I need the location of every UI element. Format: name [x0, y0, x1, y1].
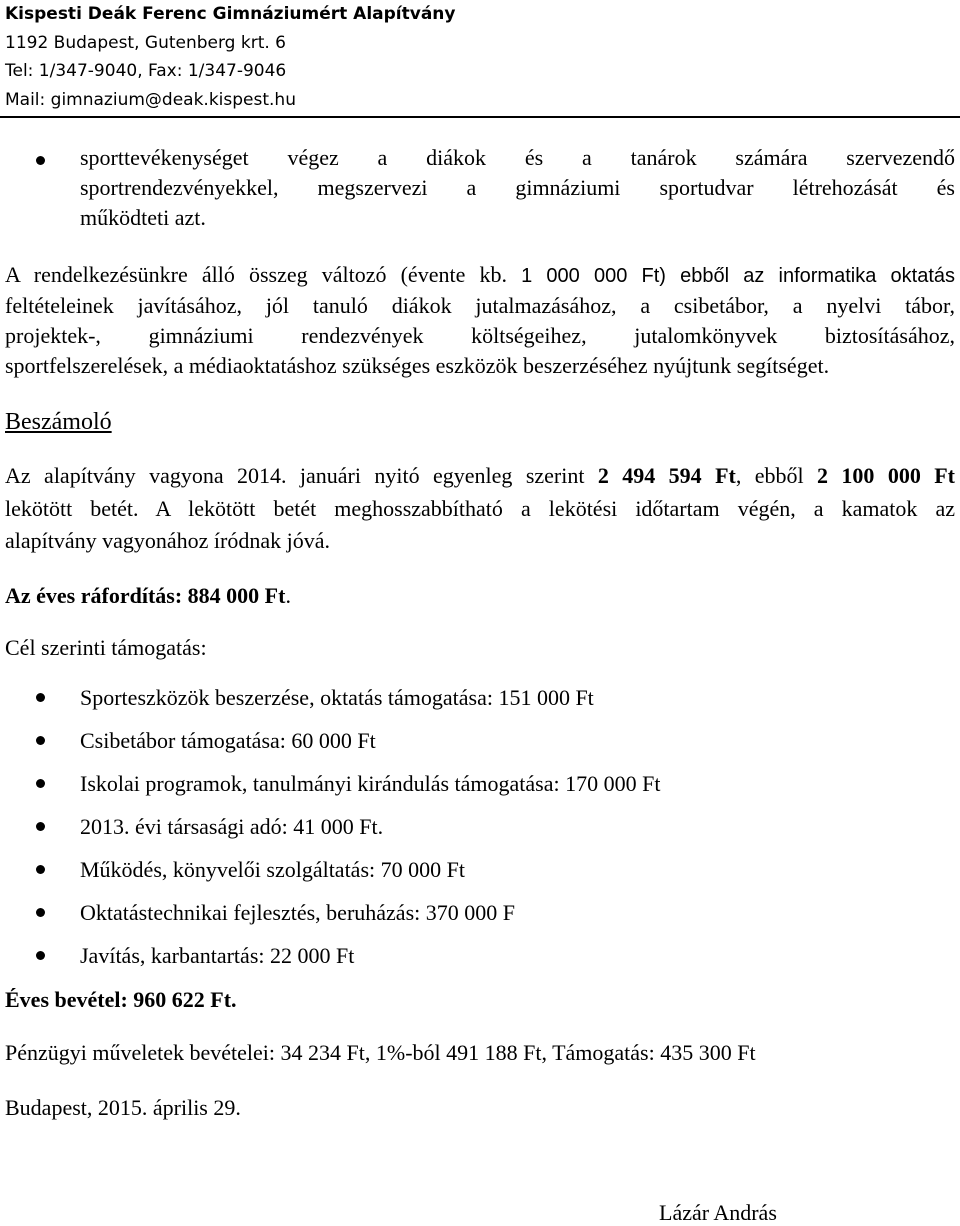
- funds-paragraph: [5, 260, 955, 381]
- assets-text: Az alapítvány vagyona 2014. januári nyitó egyenleg szerint: [5, 463, 598, 488]
- list-item-text: Javítás, karbantartás: 22 000 Ft: [80, 943, 355, 968]
- list-item: [0, 762, 960, 805]
- paragraph-line: alapítvány vagyonához íródnak jóvá.: [5, 528, 331, 553]
- list-item-text: Oktatástechnikai fejlesztés, beruházás: 370 000 F: [80, 900, 515, 925]
- paragraph-line: projektek-, gimnáziumi rendezvények költségeihez, jutalomkönyvek biztosításához,: [5, 323, 955, 348]
- paragraph-line: [5, 260, 955, 291]
- bullet-icon: [36, 779, 45, 788]
- organization-phone-fax: Tel: 1/347-9040, Fax: 1/347-9046: [5, 61, 287, 82]
- list-item: [0, 719, 960, 762]
- paragraph-line: feltételeinek javításához, jól tanuló diákok jutalmazásához, a csibetábor, a nyelvi tábor,: [5, 293, 955, 318]
- paragraph-line: sportfelszerelések, a médiaoktatáshoz szükséges eszközök beszerzéséhez nyújtunk segítséget.: [5, 353, 830, 378]
- bullet-icon: [36, 865, 45, 874]
- list-item-text: Iskolai programok, tanulmányi kirándulás támogatása: 170 000 Ft: [80, 771, 661, 796]
- list-item-text: 2013. évi társasági adó: 41 000 Ft.: [80, 814, 384, 839]
- list-item: [0, 848, 960, 891]
- list-item: [0, 676, 960, 719]
- bullet-icon: [36, 693, 45, 702]
- bullet-icon: [36, 951, 45, 960]
- assets-text: , ebből: [735, 463, 818, 488]
- bullet-icon: [36, 908, 45, 917]
- bullet-icon: [36, 156, 45, 165]
- organization-name: Kispesti Deák Ferenc Gimnáziumért Alapítvány: [5, 4, 456, 24]
- list-item: [0, 805, 960, 848]
- list-item: [0, 934, 960, 977]
- support-items-list: [0, 676, 960, 977]
- paragraph-line: [5, 460, 955, 493]
- purpose-heading: Cél szerinti támogatás:: [5, 635, 207, 660]
- report-heading: Beszámoló: [5, 409, 112, 435]
- paragraph-line: működteti azt.: [80, 205, 206, 230]
- letterhead: [5, 0, 456, 115]
- deposit-value: 2 100 000 Ft: [817, 463, 955, 488]
- header-divider: [0, 116, 960, 118]
- financial-income: Pénzügyi műveletek bevételei: 34 234 Ft, 1%-ból 491 188 Ft, Támogatás: 435 300 Ft: [5, 1040, 756, 1065]
- list-item-text: Működés, könyvelői szolgáltatás: 70 000 Ft: [80, 857, 465, 882]
- organization-email: Mail: gimnazium@deak.kispest.hu: [5, 90, 296, 111]
- list-item-text: Csibetábor támogatása: 60 000 Ft: [80, 728, 376, 753]
- funds-text-serif: A rendelkezésünkre álló összeg változó (évente kb.: [5, 262, 522, 287]
- organization-address: 1192 Budapest, Gutenberg krt. 6: [5, 32, 286, 53]
- annual-expense-label: Az éves ráfordítás: 884 000 Ft: [5, 583, 286, 608]
- list-item-text: Sporteszközök beszerzése, oktatás támogatása: 151 000 Ft: [80, 685, 594, 710]
- intro-bullet-paragraph: [80, 143, 955, 233]
- opening-balance-value: 2 494 594 Ft: [597, 463, 736, 488]
- bullet-icon: [36, 736, 45, 745]
- annual-expense: [5, 580, 291, 612]
- signatory-name: Lázár András: [659, 1200, 777, 1225]
- paragraph-line: lekötött betét. A lekötött betét meghosszabbítható a lekötési időtartam végén, a kamatok az: [5, 495, 955, 521]
- paragraph-line: sportrendezvényekkel, megszervezi a gimnáziumi sportudvar létrehozását és: [80, 175, 955, 200]
- annual-expense-suffix: .: [285, 583, 291, 608]
- assets-paragraph: [5, 460, 955, 558]
- annual-income: Éves bevétel: 960 622 Ft.: [5, 987, 237, 1012]
- bullet-icon: [36, 822, 45, 831]
- funds-text-sans: 1 000 000 Ft) ebből az informatika oktatás: [521, 265, 956, 287]
- list-item: [0, 891, 960, 934]
- paragraph-line: sporttevékenységet végez a diákok és a tanárok számára szervezendő: [80, 145, 955, 170]
- place-date: Budapest, 2015. április 29.: [5, 1095, 241, 1120]
